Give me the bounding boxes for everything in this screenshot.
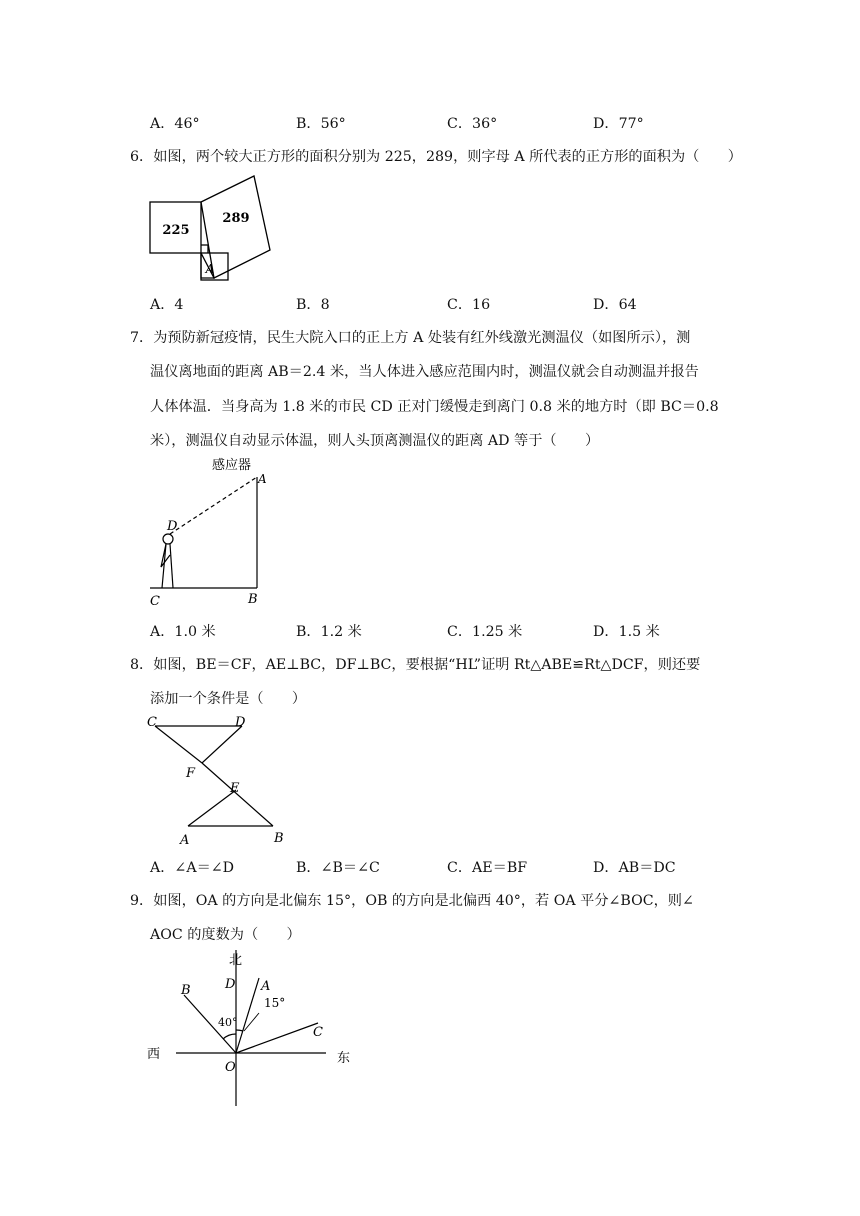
point-c: C — [150, 594, 160, 609]
q6-option-c[interactable]: C．16 — [447, 297, 491, 313]
q8-option-c[interactable]: C．AE＝BF — [447, 860, 528, 876]
q9-line-2: AOC 的度数为（ ） — [150, 927, 301, 943]
point-c: C — [313, 1025, 323, 1040]
angle-arc-40 — [223, 1034, 236, 1039]
laser-dashed-line — [170, 477, 257, 534]
point-b: B — [248, 592, 258, 607]
point-f: F — [186, 766, 196, 781]
point-b: B — [274, 831, 284, 846]
q8-option-a[interactable]: A．∠A＝∠D — [150, 860, 235, 876]
person-leg — [170, 544, 173, 588]
segment-df — [202, 726, 242, 763]
segment-cf — [155, 726, 202, 763]
segment-ea — [188, 790, 236, 826]
q6-option-b[interactable]: B．8 — [296, 297, 330, 313]
q8-figure — [140, 710, 300, 848]
q8-line-1: 8．如图，BE＝CF，AE⊥BC，DF⊥BC，要根据“HL”证明 Rt△ABE≌Rt△DCF，则还要 — [130, 657, 701, 673]
q6-option-d[interactable]: D．64 — [593, 297, 637, 313]
point-a: A — [180, 833, 190, 848]
angle-15-label: 15° — [264, 996, 286, 1010]
ray-oa — [236, 978, 259, 1053]
q5-option-a[interactable]: A．46° — [150, 116, 200, 132]
q9-figure — [140, 950, 360, 1106]
point-a: A — [261, 979, 271, 994]
q6-option-a[interactable]: A．4 — [150, 297, 184, 313]
angle-pointer — [244, 1013, 259, 1031]
north-label: 北 — [229, 953, 243, 968]
q8-options — [150, 857, 750, 877]
person-head — [163, 534, 173, 544]
angle-arc-15 — [236, 1030, 243, 1031]
q6-stem: 6．如图，两个较大正方形的面积分别为 225，289，则字母 A 所代表的正方形的面积为（ ） — [130, 149, 742, 165]
point-d: D — [167, 519, 178, 534]
label-a: A — [205, 262, 215, 276]
q7-option-d[interactable]: D．1.5 米 — [593, 624, 660, 640]
west-label: 西 — [147, 1047, 161, 1062]
sensor-label: 感应器 — [212, 458, 252, 473]
angle-40-label: 40° — [218, 1016, 238, 1029]
q7-line-4: 米），测温仪自动显示体温，则人头顶离测温仪的距离 AD 等于（ ） — [150, 433, 600, 449]
q7-option-b[interactable]: B．1.2 米 — [296, 624, 362, 640]
point-d: D — [225, 977, 236, 992]
point-c: C — [147, 715, 157, 730]
right-angle-mark — [201, 245, 208, 253]
q8-line-2: 添加一个条件是（ ） — [150, 691, 307, 707]
label-289: 289 — [222, 211, 250, 226]
q9-line-1: 9．如图，OA 的方向是北偏东 15°，OB 的方向是北偏西 40°，若 OA 平分∠BOC，则∠ — [130, 893, 694, 909]
q8-option-d[interactable]: D．AB＝DC — [593, 860, 676, 876]
q6-figure — [140, 172, 280, 284]
point-d: D — [235, 715, 246, 730]
q7-line-1: 7．为预防新冠疫情，民生大院入口的正上方 A 处装有红外线激光测温仪（如图所示），测 — [130, 330, 691, 346]
q5-options — [150, 113, 750, 133]
q7-options — [150, 621, 750, 641]
q7-line-3: 人体体温．当身高为 1.8 米的市民 CD 正对门缓慢走到离门 0.8 米的地方时（即 BC＝0.8 — [150, 399, 719, 415]
label-225: 225 — [162, 223, 190, 238]
point-a: A — [258, 472, 267, 486]
east-label: 东 — [337, 1051, 351, 1066]
q5-option-c[interactable]: C．36° — [447, 116, 498, 132]
ray-oc — [236, 1023, 318, 1053]
q7-line-2: 温仪离地面的距离 AB＝2.4 米，当人体进入感应范围内时，测温仪就会自动测温并报告 — [150, 364, 699, 380]
q7-figure — [140, 455, 280, 610]
q7-option-c[interactable]: C．1.25 米 — [447, 624, 523, 640]
q8-option-b[interactable]: B．∠B＝∠C — [296, 860, 380, 876]
point-e: E — [230, 781, 240, 796]
point-b: B — [181, 983, 191, 998]
q5-option-d[interactable]: D．77° — [593, 116, 644, 132]
q6-options — [150, 294, 750, 314]
q7-option-a[interactable]: A．1.0 米 — [150, 624, 216, 640]
q5-option-b[interactable]: B．56° — [296, 116, 346, 132]
point-o: O — [225, 1060, 236, 1075]
